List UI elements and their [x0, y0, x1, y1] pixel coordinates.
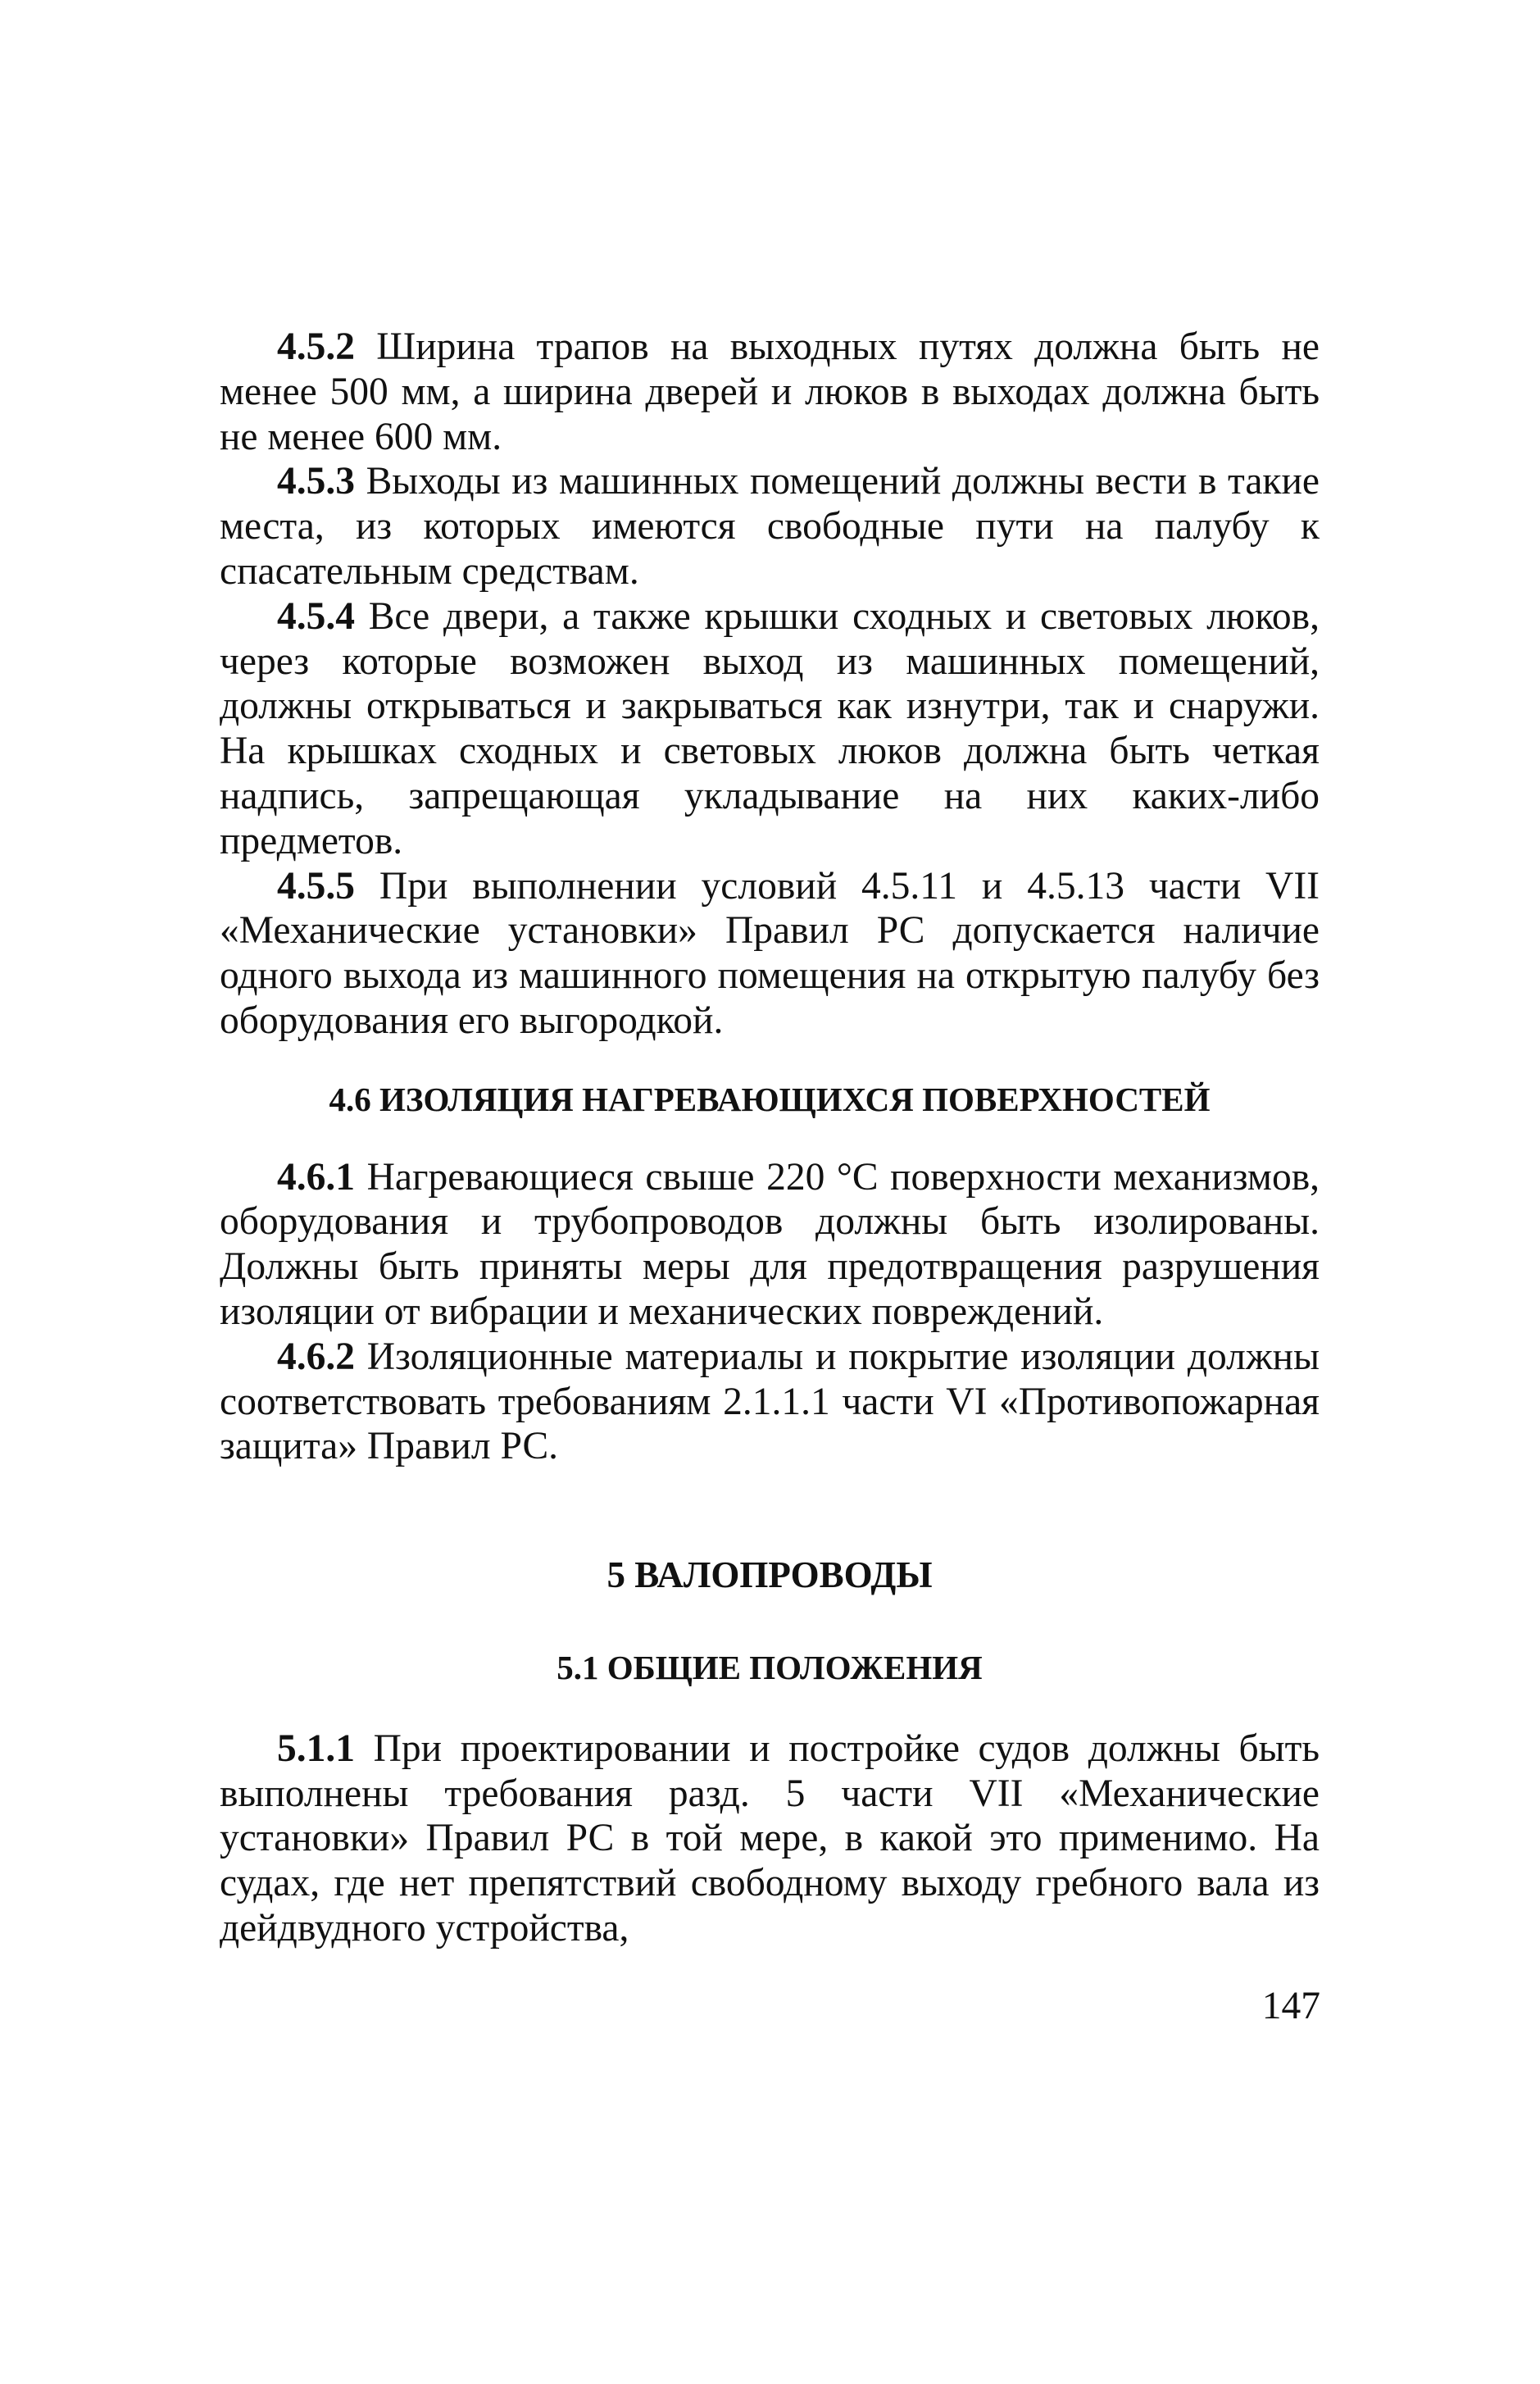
paragraph-5-1-1	[220, 1727, 1320, 1951]
paragraph-4-5-5	[220, 864, 1320, 1044]
page-number: 147	[1261, 1985, 1320, 2027]
section-heading-4-6: 4.6 ИЗОЛЯЦИЯ НАГРЕВАЮЩИХСЯ ПОВЕРХНОСТЕЙ	[329, 1080, 1211, 1118]
paragraph-4-5-2	[220, 325, 1320, 459]
clause-number: 4.5.2	[277, 325, 355, 368]
paragraph-4-5-3	[220, 459, 1320, 594]
clause-text: Нагревающиеся свыше 220 °С поверхности механизмов, оборудования и трубопроводов должны быть изолированы. Должны быть приняты меры для предотвращения разрушения изоляции от вибрации и механических повреждений.	[220, 1155, 1320, 1333]
clause-number: 4.5.3	[277, 460, 355, 503]
paragraph-4-5-4	[220, 594, 1320, 864]
clause-number: 4.6.1	[277, 1155, 355, 1199]
section-heading-5-1: 5.1 ОБЩИЕ ПОЛОЖЕНИЯ	[556, 1648, 983, 1686]
clause-number: 4.5.5	[277, 864, 355, 908]
paragraph-4-6-1	[220, 1155, 1320, 1335]
clause-text: При выполнении условий 4.5.11 и 4.5.13 части VII «Механические установки» Правил РС допускается наличие одного выхода из машинного помещения на открытую палубу без оборудования его выгородкой.	[220, 864, 1320, 1042]
clause-text: При проектировании и постройке судов должны быть выполнены требования разд. 5 части VII «Механические установки» Правил РС в той мере, в какой это применимо. На судах, где нет препятствий свободному выходу гребного вала из дейдвудного устройства,	[220, 1727, 1320, 1950]
clause-number: 4.6.2	[277, 1335, 355, 1378]
clause-text: Изоляционные материалы и покрытие изоляции должны соответствовать требованиям 2.1.1.1 части VI «Противопожарная защита» Правил РС.	[220, 1335, 1320, 1468]
clause-number: 4.5.4	[277, 594, 355, 638]
chapter-heading-5: 5 ВАЛОПРОВОДЫ	[606, 1554, 933, 1596]
clause-text: Все двери, а также крышки сходных и световых люков, через которые возможен выход из машинных помещений, должны открываться и закрываться как изнутри, так и снаружи. На крышках сходных и световых люков должна быть четкая надпись, запрещающая укладывание на них каких-либо предметов.	[220, 594, 1320, 862]
clause-number: 5.1.1	[277, 1727, 355, 1770]
paragraph-4-6-2	[220, 1335, 1320, 1469]
clause-text: Ширина трапов на выходных путях должна быть не менее 500 мм, а ширина дверей и люков в выходах должна быть не менее 600 мм.	[220, 325, 1320, 458]
page-body	[220, 325, 1320, 1951]
clause-text: Выходы из машинных помещений должны вести в такие места, из которых имеются свободные пути на палубу к спасательным средствам.	[220, 460, 1320, 593]
